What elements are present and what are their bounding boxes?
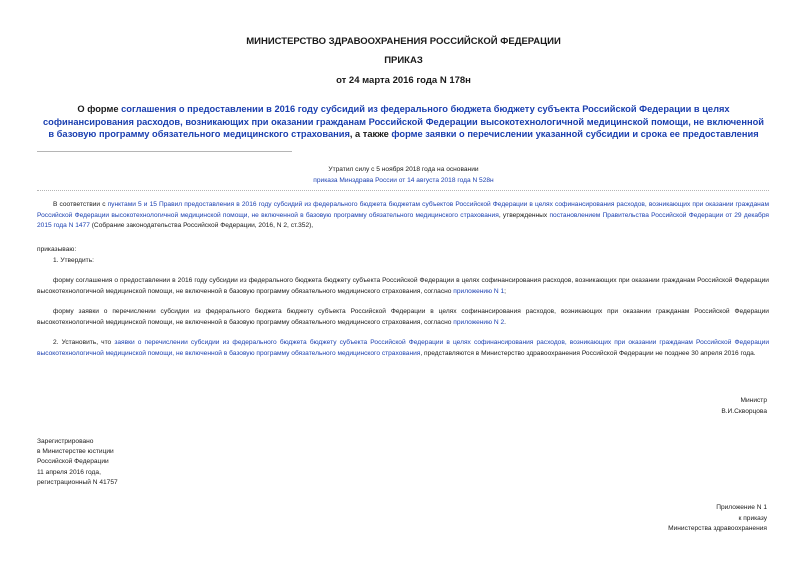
preamble-text-2: , утвержденных — [498, 211, 550, 219]
title-middle: , а также — [349, 129, 392, 139]
divider-dotted — [37, 190, 769, 191]
item-2-paragraph — [37, 338, 769, 359]
title-prefix: О форме — [77, 104, 122, 114]
form-2-paragraph — [37, 307, 769, 328]
registration-line-3: Российской Федерации — [37, 458, 109, 466]
registration-block — [37, 437, 118, 488]
divider-top — [37, 151, 292, 152]
appendix-line-2: к приказу — [738, 514, 767, 522]
signature-position: Министр — [740, 397, 767, 404]
appendix-line-3: Министерства здравоохранения — [668, 525, 767, 532]
document-title — [40, 103, 767, 141]
form-2-end: . — [504, 318, 507, 326]
preamble-link-rules[interactable]: пунктами 5 и 15 Правил предоставления в 2016 году субсидий из федерального бюджета бюджетам субъектов Российской Федерации в целях софинансирования расходов, возникающих при оказании гражданам Российской Федерации высокотехнологичной медицинской помощи, не включенной в базовую программу обязательного медицинского страхования — [37, 201, 770, 219]
item-2-text: 2. Установить, что — [53, 339, 115, 346]
form-1-text: форму соглашения о предоставлении в 2016 году субсидии из федерального бюджета бюджету субъекта Российской Федерации в целях софинансирования расходов, возникающих при оказании гражданам Российской Федерации высокотехнологичной медицинской помощи, не включенной в базовую программу обязательного медицинского страхования, согласно — [37, 277, 769, 295]
form-2-text: форму заявки о перечислении субсидии из федерального бюджета бюджету субъекта Российской Федерации в целях софинансирования расходов, возникающих при оказании гражданам Российской Федерации высокотехнологичной медицинской помощи, не включенной в базовую программу обязательного медицинского страхования, согласно — [37, 308, 769, 326]
ministry-heading: МИНИСТЕРСТВО ЗДРАВООХРАНЕНИЯ РОССИЙСКОЙ ФЕДЕРАЦИИ — [246, 36, 561, 47]
order-verb: приказываю: — [37, 246, 77, 253]
order-heading: ПРИКАЗ — [384, 55, 423, 66]
registration-line-2: в Министерстве юстиции — [37, 448, 114, 456]
lost-force-note: Утратил силу с 5 ноября 2018 года на основании — [328, 166, 479, 173]
title-link-application[interactable]: форме заявки о перечислении указанной субсидии и срока ее предоставления — [391, 129, 759, 139]
preamble-text-1: В соответствии с — [53, 201, 108, 208]
registration-line-4: 11 апреля 2016 года, — [37, 468, 101, 476]
item-2-end: , представляются в Министерство здравоохранения Российской Федерации не позднее 30 апреля 2016 года. — [420, 349, 756, 357]
registration-line-5: регистрационный N 41757 — [37, 478, 118, 486]
registration-line-1: Зарегистрировано — [37, 438, 94, 445]
preamble-paragraph — [37, 200, 769, 232]
appendix-line-1: Приложение N 1 — [716, 504, 767, 511]
title-link-agreement[interactable]: соглашения о предоставлении в 2016 году субсидий из федерального бюджета бюджету субъекта Российской Федерации в целях софинансирования расходов, возникающих при оказании гражданам Российской Федерации высокотехнологичной медицинской помощи, не включенной в базовую программу обязательного медицинского страхования — [43, 104, 764, 139]
preamble-text-3: (Собрание законодательства Российской Федерации, 2016, N 2, ст.352), — [89, 222, 314, 229]
signature-name: В.И.Скворцова — [721, 407, 767, 415]
form-1-end: ; — [504, 287, 507, 295]
signature-block — [721, 396, 767, 417]
item-2-link[interactable]: заявки о перечислении субсидии из федерального бюджета бюджету субъекта Российской Федерации в целях софинансирования расходов, возникающих при оказании гражданам Российской Федерации высокотехнологичной медицинской помощи, не включенной в базовую программу обязательного медицинского страхования — [37, 339, 770, 357]
preamble-link-resolution[interactable]: постановлением Правительства Российской Федерации от 29 декабря 2015 года N 1477 — [37, 211, 769, 229]
appendix-1-link[interactable]: приложению N 1 — [453, 287, 505, 295]
appendix-2-link[interactable]: приложению N 2 — [453, 318, 505, 326]
form-1-paragraph — [37, 276, 769, 297]
order-date: от 24 марта 2016 года N 178н — [336, 75, 471, 86]
lost-force-link[interactable]: приказа Минздрава России от 14 августа 2018 года N 528н — [313, 177, 494, 184]
item-1: 1. Утвердить: — [53, 257, 94, 264]
appendix-block — [668, 503, 767, 535]
